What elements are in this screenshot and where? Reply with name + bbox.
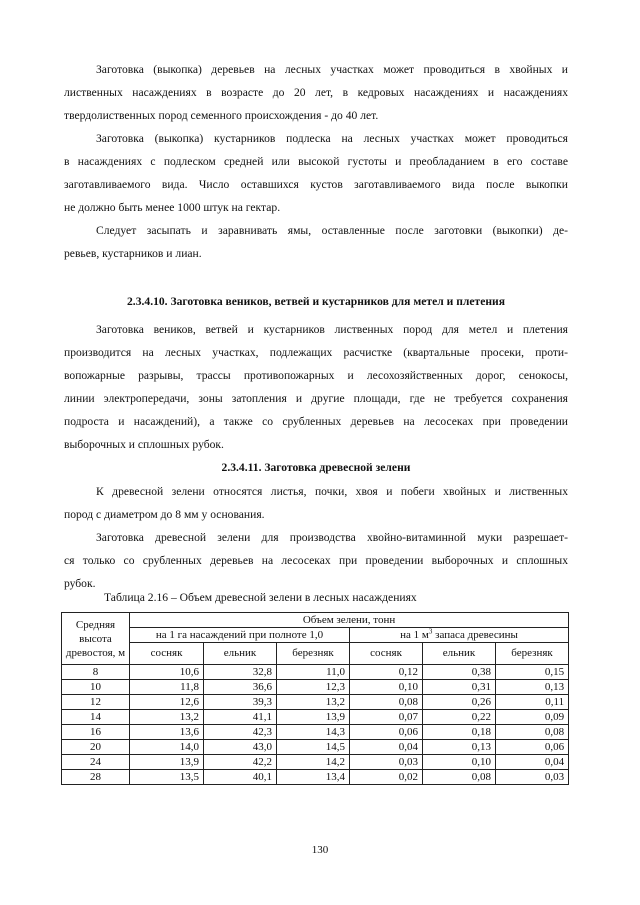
- species-header: ельник: [204, 643, 277, 665]
- table-row: [62, 680, 569, 695]
- table-body: [62, 665, 569, 785]
- paragraph-2-line: в насаждениях с подлеском средней или высокой густоты и преобладанием в его составе: [64, 155, 568, 168]
- paragraph-5-line: пород с диаметром до 8 мм у основания.: [64, 508, 265, 521]
- table-row: [62, 725, 569, 740]
- value-cell: 11,0: [277, 665, 350, 680]
- table-row: [62, 770, 569, 785]
- paragraph-4-line: выборочных и сплошных рубок.: [64, 438, 224, 451]
- paragraph-1-line: Заготовка (выкопка) деревьев на лесных участках может проводиться в хвойных и: [96, 63, 568, 76]
- paragraph-3-line: ревьев, кустарников и лиан.: [64, 247, 202, 260]
- green-volume-table: [61, 612, 569, 785]
- paragraph-2-line: не должно быть менее 1000 штук на гектар.: [64, 201, 281, 214]
- value-cell: 0,15: [496, 665, 569, 680]
- value-cell: 0,13: [423, 740, 496, 755]
- height-cell: 14: [62, 710, 130, 725]
- species-header: березняк: [496, 643, 569, 665]
- value-cell: 0,13: [496, 680, 569, 695]
- paragraph-1-line: твердолиственных пород семенного происхождения - до 40 лет.: [64, 109, 379, 122]
- value-cell: 0,22: [423, 710, 496, 725]
- value-cell: 0,38: [423, 665, 496, 680]
- value-cell: 0,03: [350, 755, 423, 770]
- table-row: [62, 695, 569, 710]
- header-per-hectare: на 1 га насаждений при полноте 1,0: [130, 628, 350, 643]
- value-cell: 0,08: [496, 725, 569, 740]
- value-cell: 0,31: [423, 680, 496, 695]
- paragraph-4-line: производится на лесных участках, подлежащих расчистке (квартальные просеки, проти-: [64, 346, 568, 359]
- paragraph-6-line: рубок.: [64, 577, 96, 590]
- value-cell: 10,6: [130, 665, 204, 680]
- value-cell: 43,0: [204, 740, 277, 755]
- value-cell: 13,5: [130, 770, 204, 785]
- paragraph-1-line: лиственных насаждениях в возрасте до 20 лет, в кедровых насаждениях и насаждениях: [64, 86, 568, 99]
- value-cell: 14,0: [130, 740, 204, 755]
- value-cell: 0,06: [496, 740, 569, 755]
- value-cell: 0,10: [350, 680, 423, 695]
- paragraph-3-line: Следует засыпать и заравнивать ямы, оставленные после заготовки (выкопки) де-: [96, 224, 568, 237]
- value-cell: 32,8: [204, 665, 277, 680]
- value-cell: 12,6: [130, 695, 204, 710]
- section-heading-2-3-4-10: 2.3.4.10. Заготовка веников, ветвей и кустарников для метел и плетения: [127, 295, 505, 308]
- value-cell: 0,02: [350, 770, 423, 785]
- header-per-cubic-meter: [350, 628, 569, 643]
- paragraph-6-line: ся только со срубленных деревьев на лесосеках при проведении выборочных и сплошных: [64, 554, 568, 567]
- table-row: [62, 710, 569, 725]
- table-caption: Таблица 2.16 – Объем древесной зелени в лесных насаждениях: [104, 591, 417, 604]
- value-cell: 11,8: [130, 680, 204, 695]
- value-cell: 0,07: [350, 710, 423, 725]
- paragraph-4-line: подроста и насаждений), а также со срубленных деревьев на лесосеках при проведении: [64, 415, 568, 428]
- header-per-cubic-meter-suffix: запаса древесины: [432, 628, 518, 641]
- value-cell: 0,12: [350, 665, 423, 680]
- table-row: [62, 755, 569, 770]
- table-row: [62, 665, 569, 680]
- paragraph-4-line: линии электропередачи, зоны затопления и другие площади, где не требуется сохранения: [64, 392, 568, 405]
- value-cell: 40,1: [204, 770, 277, 785]
- value-cell: 42,3: [204, 725, 277, 740]
- header-per-cubic-meter-sup: 3: [428, 626, 433, 635]
- value-cell: 13,9: [277, 710, 350, 725]
- value-cell: 0,18: [423, 725, 496, 740]
- value-cell: 13,4: [277, 770, 350, 785]
- species-header: сосняк: [130, 643, 204, 665]
- species-header: березняк: [277, 643, 350, 665]
- value-cell: 14,5: [277, 740, 350, 755]
- header-per-cubic-meter-prefix: на 1 м: [400, 628, 429, 641]
- value-cell: 42,2: [204, 755, 277, 770]
- value-cell: 14,2: [277, 755, 350, 770]
- value-cell: 0,06: [350, 725, 423, 740]
- height-cell: 10: [62, 680, 130, 695]
- value-cell: 39,3: [204, 695, 277, 710]
- paragraph-6-line: Заготовка древесной зелени для производства хвойно-витаминной муки разрешает-: [96, 531, 568, 544]
- page-number: 130: [311, 844, 329, 856]
- value-cell: 14,3: [277, 725, 350, 740]
- value-cell: 36,6: [204, 680, 277, 695]
- value-cell: 13,6: [130, 725, 204, 740]
- value-cell: 13,2: [130, 710, 204, 725]
- height-cell: 8: [62, 665, 130, 680]
- value-cell: 0,08: [350, 695, 423, 710]
- section-heading-2-3-4-11: 2.3.4.11. Заготовка древесной зелени: [221, 461, 411, 474]
- value-cell: 0,08: [423, 770, 496, 785]
- value-cell: 12,3: [277, 680, 350, 695]
- height-cell: 16: [62, 725, 130, 740]
- value-cell: 0,03: [496, 770, 569, 785]
- height-cell: 24: [62, 755, 130, 770]
- value-cell: 0,11: [496, 695, 569, 710]
- paragraph-2-line: Заготовка (выкопка) кустарников подлеска на лесных участках может проводиться: [96, 132, 568, 145]
- table-row: [62, 740, 569, 755]
- paragraph-4-line: вопожарные разрывы, трассы противопожарных и лесохозяйственных дорог, сенокосы,: [64, 369, 568, 382]
- value-cell: 13,9: [130, 755, 204, 770]
- value-cell: 0,26: [423, 695, 496, 710]
- height-cell: 20: [62, 740, 130, 755]
- species-header: ельник: [423, 643, 496, 665]
- species-header: сосняк: [350, 643, 423, 665]
- value-cell: 0,10: [423, 755, 496, 770]
- paragraph-4-line: Заготовка веников, ветвей и кустарников лиственных пород для метел и плетения: [96, 323, 568, 336]
- header-average-height: Средняя высота древостоя, м: [62, 613, 130, 665]
- paragraph-5-line: К древесной зелени относятся листья, почки, хвоя и побеги хвойных и лиственных: [96, 485, 568, 498]
- height-cell: 12: [62, 695, 130, 710]
- value-cell: 0,09: [496, 710, 569, 725]
- height-cell: 28: [62, 770, 130, 785]
- header-green-volume: Объем зелени, тонн: [130, 613, 569, 628]
- value-cell: 41,1: [204, 710, 277, 725]
- value-cell: 0,04: [496, 755, 569, 770]
- value-cell: 0,04: [350, 740, 423, 755]
- paragraph-2-line: заготавливаемого вида. Число оставшихся кустов заготавливаемого вида после выкопки: [64, 178, 568, 191]
- value-cell: 13,2: [277, 695, 350, 710]
